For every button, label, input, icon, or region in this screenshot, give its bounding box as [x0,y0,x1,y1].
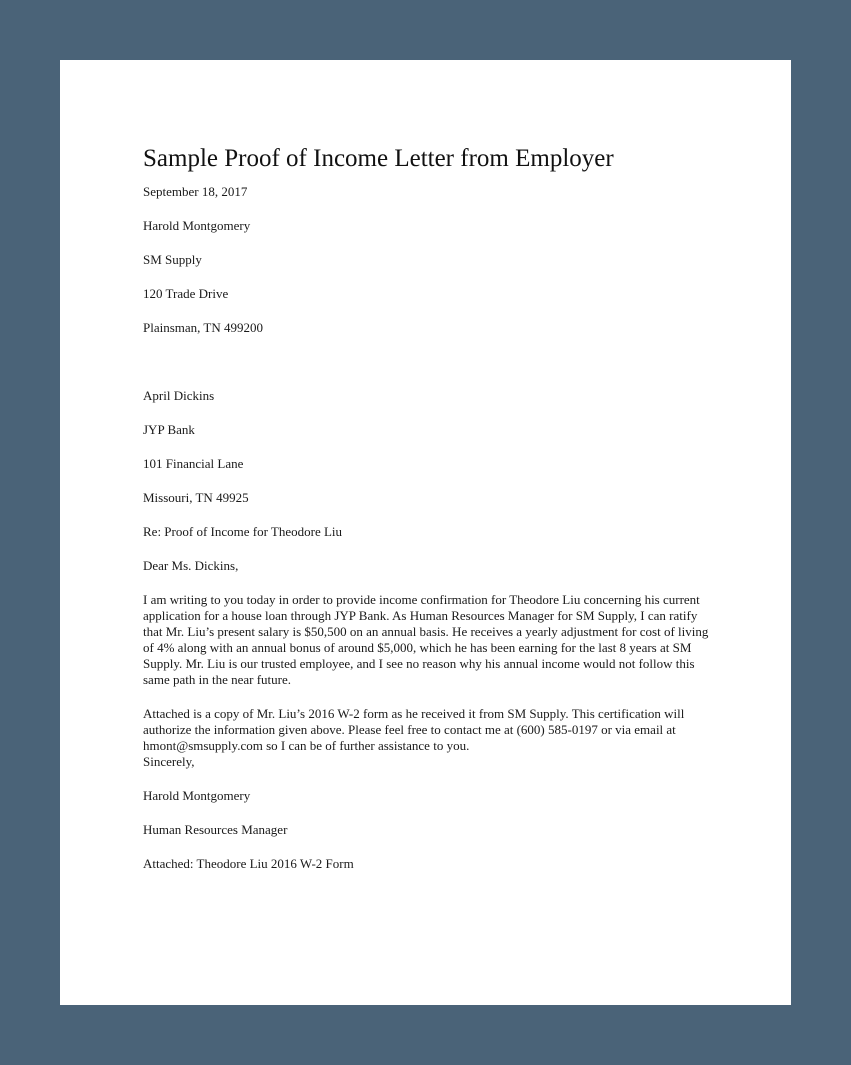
recipient-city: Missouri, TN 49925 [143,490,249,505]
page-title: Sample Proof of Income Letter from Employer [143,145,614,172]
sender-name: Harold Montgomery [143,218,251,233]
body-paragraph-2: Attached is a copy of Mr. Liu’s 2016 W-2 form as he received it from SM Supply. This certification will authorize the information given above. Please feel free to contact me at (600) 585-0197 or via email at hmont@smsupply.com so I can be of further assistance to you. [143,706,685,753]
recipient-name: April Dickins [143,388,215,403]
document-page [60,60,791,1005]
signer-name: Harold Montgomery [143,788,251,803]
body-paragraph-1: I am writing to you today in order to provide income confirmation for Theodore Liu concerning his current application for a house loan through JYP Bank. As Human Resources Manager for SM Supply, I can ratify that Mr. Liu’s present salary is $50,500 on an annual basis. He receives a yearly adjustment for cost of living of 4% along with an annual bonus of around $5,000, which he has been earning for the last 8 years at SM Supply. Mr. Liu is our trusted employee, and I see no reason why his annual income would not follow this same path in the near future. [143,592,709,687]
sender-street: 120 Trade Drive [143,286,229,301]
letter-date: September 18, 2017 [143,184,248,199]
signer-title: Human Resources Manager [143,822,288,837]
recipient-street: 101 Financial Lane [143,456,244,471]
sender-company: SM Supply [143,252,202,267]
salutation: Dear Ms. Dickins, [143,558,239,573]
closing: Sincerely, [143,754,195,769]
sender-city: Plainsman, TN 499200 [143,320,264,335]
attachment-note: Attached: Theodore Liu 2016 W-2 Form [143,856,354,871]
subject-line: Re: Proof of Income for Theodore Liu [143,524,343,539]
recipient-company: JYP Bank [143,422,195,437]
